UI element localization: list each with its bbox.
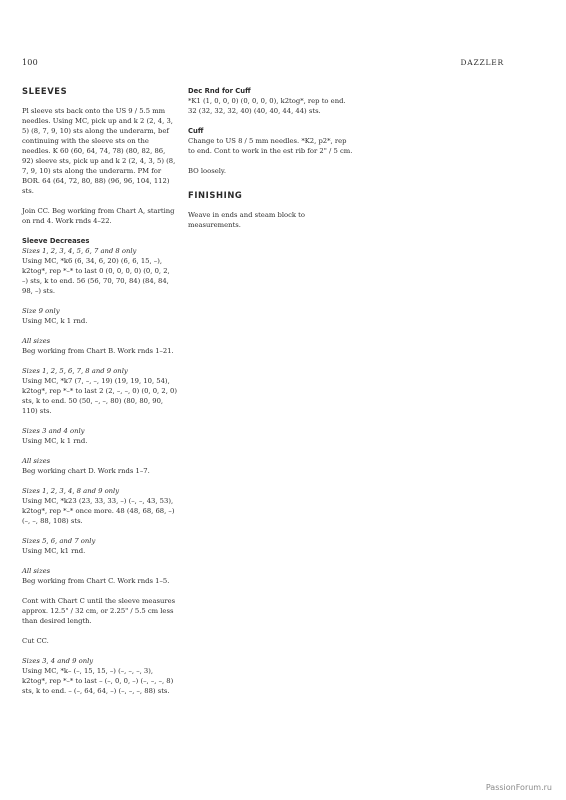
size-note: Size 9 only	[22, 307, 60, 315]
page-number: 100	[22, 58, 38, 67]
size-note: Sizes 1, 2, 5, 6, 7, 8 and 9 only	[22, 367, 128, 375]
instruction: Using MC, *k7 (7, –, –, 19) (19, 19, 10, 54), k2tog*, rep *–* to last 2 (2, –, –, 0) (0, 0, 2, 0) sts, k to end. 50 (50, –, –, 80) (80, 80, 90, 110) sts.	[22, 377, 177, 415]
size-note: Sizes 5, 6, and 7 only	[22, 537, 96, 545]
size-note: Sizes 1, 2, 3, 4, 5, 6, 7 and 8 only	[22, 247, 137, 255]
instruction: Using MC, *k23 (23, 33, 33, –) (–, –, 43, 53), k2tog*, rep *–* once more. 48 (48, 68, 68, –) (–, –, 88, 108) sts.	[22, 497, 175, 525]
running-title: DAZZLER	[460, 58, 504, 67]
step	[22, 536, 177, 556]
subhead-dec-rnd-cuff: Dec Rnd for Cuff	[188, 87, 251, 95]
instruction: Change to US 8 / 5 mm needles. *K2, p2*, rep to end. Cont to work in the est rib for 2" / 5 cm.	[188, 137, 353, 155]
instruction: Beg working from Chart B. Work rnds 1–21.	[22, 347, 174, 355]
instruction: *K1 (1, 0, 0, 0) (0, 0, 0, 0), k2tog*, rep to end. 32 (32, 32, 32, 40) (40, 40, 44, 44) sts.	[188, 97, 346, 115]
subhead-sleeve-decreases: Sleeve Decreases	[22, 237, 90, 245]
cuff-decrease-step	[188, 86, 353, 116]
cuff-step	[188, 126, 353, 156]
instruction: Using MC, k 1 rnd.	[22, 317, 88, 325]
instruction: Using MC, k1 rnd.	[22, 547, 86, 555]
right-column	[188, 86, 353, 240]
paragraph: Join CC. Beg working from Chart A, starting on rnd 4. Work rnds 4–22.	[22, 207, 175, 225]
section-title-finishing: FINISHING	[188, 190, 243, 200]
step	[22, 456, 177, 476]
paragraph: Cut CC.	[22, 637, 49, 645]
instruction: Using MC, *k6 (6, 34, 6, 20) (6, 6, 15, –), k2tog*, rep *–* to last 0 (0, 0, 0, 0) (0, 0, 2, –) sts, k to end. 56 (56, 70, 70, 84) (84, 84, 98, –) sts.	[22, 257, 170, 295]
instruction: Using MC, k 1 rnd.	[22, 437, 88, 445]
instruction: Beg working from Chart C. Work rnds 1–5.	[22, 577, 170, 585]
step	[22, 426, 177, 446]
paragraph: Cont with Chart C until the sleeve measures approx. 12.5" / 32 cm, or 2.25" / 5.5 cm less than desired length.	[22, 597, 176, 625]
watermark: PassionForum.ru	[485, 783, 552, 792]
left-column	[22, 86, 177, 706]
step	[22, 566, 177, 586]
step	[22, 656, 177, 696]
size-note: Sizes 3, 4 and 9 only	[22, 657, 94, 665]
step	[22, 366, 177, 416]
subhead-cuff: Cuff	[188, 127, 204, 135]
size-note: Sizes 3 and 4 only	[22, 427, 85, 435]
instruction: Beg working chart D. Work rnds 1–7.	[22, 467, 150, 475]
size-note: All sizes	[22, 567, 51, 575]
step	[22, 306, 177, 326]
step	[22, 336, 177, 356]
paragraph: BO loosely.	[188, 167, 226, 175]
sleeve-decreases-step	[22, 236, 177, 296]
size-note: Sizes 1, 2, 3, 4, 8 and 9 only	[22, 487, 120, 495]
step	[22, 486, 177, 526]
paragraph: Pl sleeve sts back onto the US 9 / 5.5 mm needles. Using MC, pick up and k 2 (2, 4, 3, 5) (8, 7, 9, 10) sts along the underarm, bef continuing with the sleeve sts on the needles. K 60 (60, 64, 74, 78) (80, 82, 86, 92) sleeve sts, pick up and k 2 (2, 4, 3, 5) (8, 7, 9, 10) sts along the underarm. PM for BOR. 64 (64, 72, 80, 88) (96, 96, 104, 112) sts.	[22, 107, 176, 195]
instruction: Using MC, *k– (–, 15, 15, –) (–, –, –, 3), k2tog*, rep *–* to last – (–, 0, 0, –) (–, –, –, 8) sts, k to end. – (–, 64, 64, –) (–, –, –, 88) sts.	[22, 667, 174, 695]
size-note: All sizes	[22, 457, 51, 465]
size-note: All sizes	[22, 337, 51, 345]
paragraph: Weave in ends and steam block to measurements.	[188, 211, 306, 229]
section-title-sleeves: SLEEVES	[22, 86, 68, 96]
